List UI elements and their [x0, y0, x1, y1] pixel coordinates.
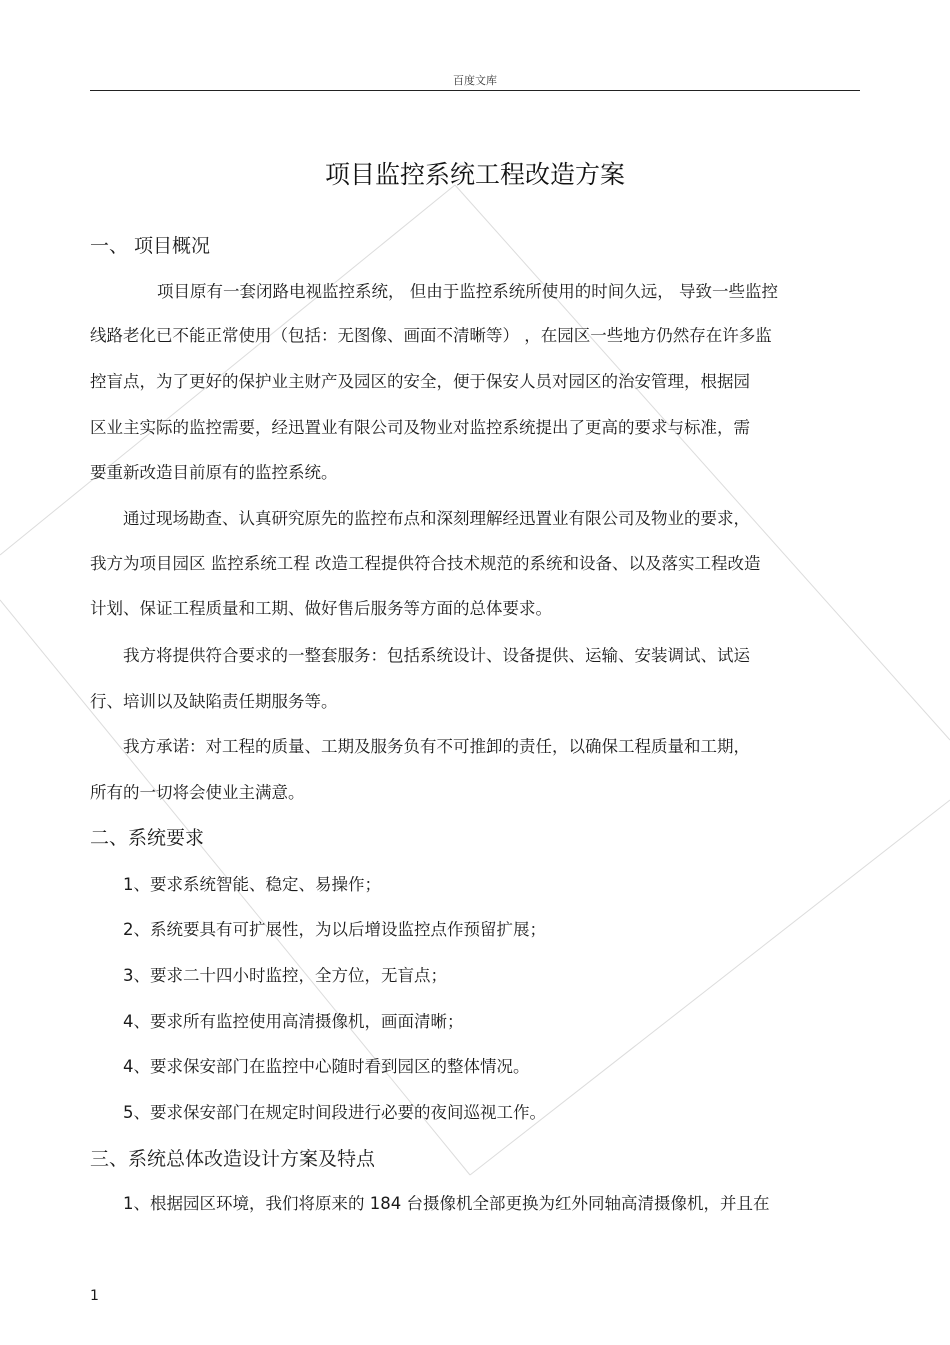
paragraph-line: 要重新改造目前原有的监控系统。 — [90, 463, 338, 482]
paragraph-line: 控盲点，为了更好的保护业主财产及园区的安全，便于保安人员对园区的治安管理，根据园 — [90, 372, 750, 391]
document-title: 项目监控系统工程改造方案 — [324, 160, 625, 189]
list-item: 2、系统要具有可扩展性，为以后增设监控点作预留扩展； — [123, 920, 546, 939]
section-heading-design: 三、系统总体改造设计方案及特点 — [90, 1148, 376, 1170]
paragraph-line: 区业主实际的监控需要，经迅置业有限公司及物业对监控系统提出了更高的要求与标准，需 — [90, 418, 750, 437]
list-item: 4、要求保安部门在监控中心随时看到园区的整体情况。 — [123, 1057, 530, 1076]
paragraph-line: 1、根据园区环境，我们将原来的 184 台摄像机全部更换为红外同轴高清摄像机，并且在 — [123, 1194, 770, 1213]
list-item: 1、要求系统智能、稳定、易操作； — [123, 875, 381, 894]
header-site-name: 百度文库 — [453, 74, 497, 87]
paragraph-line: 行、培训以及缺陷责任期服务等。 — [90, 692, 338, 711]
list-item: 3、要求二十四小时监控，全方位，无盲点； — [123, 966, 447, 985]
paragraph-line: 我方承诺：对工程的质量、工期及服务负有不可推卸的责任，以确保工程质量和工期， — [123, 737, 750, 756]
paragraph-line: 通过现场勘查、认真研究原先的监控布点和深刻理解经迅置业有限公司及物业的要求， — [123, 509, 750, 528]
list-item: 4、要求所有监控使用高清摄像机，画面清晰； — [123, 1012, 464, 1031]
section-heading-overview: 一、 项目概况 — [90, 235, 211, 257]
paragraph-line: 线路老化已不能正常使用（包括：无图像、画面不清晰等） ，在园区一些地方仍然存在许多监 — [90, 326, 772, 345]
page-number: 1 — [90, 1288, 99, 1304]
section-heading-requirements: 二、系统要求 — [90, 827, 205, 849]
paragraph-line: 计划、保证工程质量和工期、做好售后服务等方面的总体要求。 — [90, 599, 552, 618]
paragraph-line: 所有的一切将会使业主满意。 — [90, 783, 305, 802]
paragraph-line: 我方为项目园区 监控系统工程 改造工程提供符合技术规范的系统和设备、以及落实工程改造 — [90, 554, 761, 573]
paragraph-line: 项目原有一套闭路电视监控系统， 但由于监控系统所使用的时间久远， 导致一些监控 — [157, 282, 778, 301]
paragraph-line: 我方将提供符合要求的一整套服务：包括系统设计、设备提供、运输、安装调试、试运 — [123, 646, 750, 665]
list-item: 5、要求保安部门在规定时间段进行必要的夜间巡视工作。 — [123, 1103, 546, 1122]
header-rule — [90, 90, 860, 91]
